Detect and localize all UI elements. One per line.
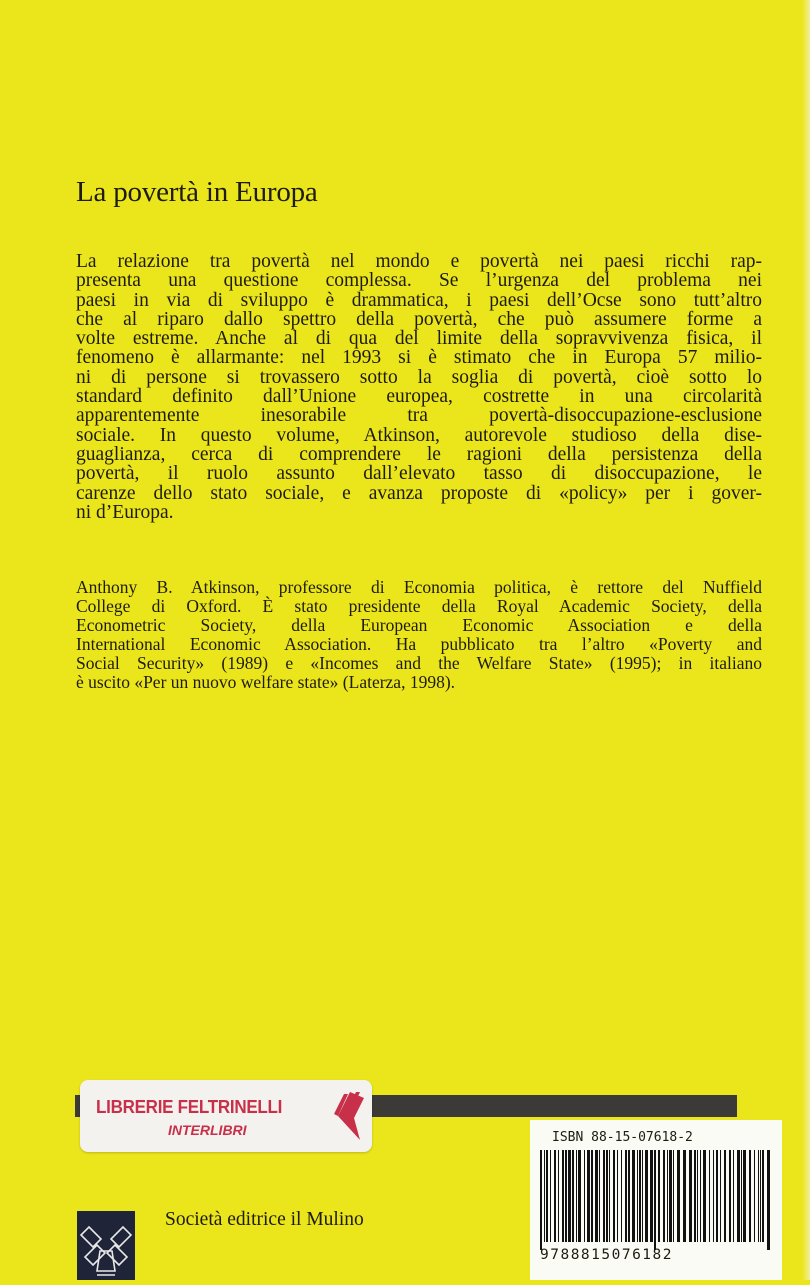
description-paragraph (76, 252, 762, 522)
barcode-bars (538, 1150, 774, 1250)
barcode-bar (650, 1150, 653, 1242)
text-line: fenomeno è allarmante: nel 1993 si è stimato che in Europa 57 milio- (76, 347, 762, 369)
barcode-bar (576, 1150, 577, 1242)
publisher-logo (77, 1211, 135, 1280)
barcode-bar (703, 1150, 706, 1242)
barcode-bar (642, 1150, 643, 1242)
barcode-bar (737, 1150, 740, 1242)
text-line: ni di persone si trovassero sotto la soglia di povertà, cioè sotto lo (76, 366, 762, 388)
barcode-bar (540, 1150, 542, 1250)
barcode-bar (673, 1150, 674, 1242)
book-title: La povertà in Europa (76, 176, 318, 208)
text-line: Anthony B. Atkinson, professore di Economia politica, è rettore del Nuffield (76, 577, 762, 597)
text-line: ni d’Europa. (76, 501, 174, 523)
sticker-subtitle: INTERLIBRI (168, 1122, 247, 1138)
barcode-bar (760, 1150, 761, 1242)
text-line: standard definito dall’Unione europea, costrette in una circolarità (76, 386, 762, 408)
barcode-bar (677, 1150, 680, 1242)
text-line: Social Security» (1989) e «Incomes and the Welfare State» (1995); in italiano (76, 653, 762, 673)
barcode-bar (572, 1150, 574, 1242)
barcode-bar (694, 1150, 696, 1242)
barcode-bar (658, 1150, 660, 1242)
barcode (530, 1120, 782, 1280)
text-line: sociale. In questo volume, Atkinson, autorevole studioso della dise- (76, 424, 762, 446)
barcode-bar (733, 1150, 734, 1242)
barcode-bar (697, 1150, 698, 1242)
barcode-bar (754, 1150, 755, 1242)
barcode-bar (689, 1150, 692, 1242)
page-edge (802, 0, 810, 1280)
barcode-bar (669, 1150, 672, 1242)
publisher-name: Società editrice il Mulino (165, 1209, 364, 1230)
ean-number: 9788815076182 (540, 1247, 673, 1263)
barcode-bar (554, 1150, 556, 1242)
isbn-number: ISBN 88-15-07618-2 (552, 1130, 693, 1145)
text-line: apparentemente inesorabile tra povertà-disoccupazione-esclusione (76, 405, 762, 427)
barcode-bar (613, 1150, 615, 1242)
barcode-bar (639, 1150, 641, 1242)
text-line: presenta una questione complessa. Se l’urgenza del problema nei (76, 270, 762, 292)
text-line: College di Oxford. È stato presidente della Royal Academic Society, della (76, 596, 762, 616)
barcode-bar (591, 1150, 593, 1242)
barcode-bar (663, 1150, 665, 1242)
barcode-bar (749, 1150, 751, 1242)
barcode-bar (544, 1150, 545, 1242)
barcode-bar (617, 1150, 618, 1242)
text-line: carenze dello stato sociale, e avanza proposte di «policy» per i gover- (76, 482, 762, 504)
barcode-bar (716, 1150, 718, 1242)
barcode-bar (565, 1150, 567, 1242)
barcode-bar (550, 1150, 551, 1242)
barcode-bar (758, 1150, 759, 1242)
text-line: povertà, il ruolo assunto dall’elevato tasso di disoccupazione, le (76, 463, 762, 485)
text-line: è uscito «Per un nuovo welfare state» (Laterza, 1998). (76, 672, 456, 692)
barcode-bar (599, 1150, 600, 1242)
barcode-bar (637, 1150, 638, 1242)
barcode-bar (762, 1150, 764, 1242)
barcode-bar (743, 1150, 746, 1242)
barcode-bar (713, 1150, 714, 1242)
barcode-bar (724, 1150, 726, 1242)
text-line: International Economic Association. Ha pubblicato tra l’altro «Poverty and (76, 634, 762, 654)
text-line: guaglianza, cerca di comprendere le ragioni della persistenza della (76, 443, 762, 465)
text-line: paesi in via di sviluppo è drammatica, i paesi dell’Ocse sono tutt’altro (76, 289, 762, 311)
barcode-bar (767, 1150, 770, 1250)
barcode-bar (625, 1150, 627, 1242)
barcode-bar (654, 1150, 656, 1250)
barcode-bar (729, 1150, 731, 1242)
barcode-bar (741, 1150, 742, 1242)
text-line: La relazione tra povertà nel mondo e povertà nei paesi ricchi rap- (76, 251, 762, 272)
barcode-bar (584, 1150, 585, 1242)
barcode-bar (606, 1150, 608, 1242)
barcode-bar (720, 1150, 721, 1242)
barcode-bar (628, 1150, 630, 1242)
barcode-bar (667, 1150, 668, 1242)
barcode-bar (546, 1150, 548, 1242)
barcode-bar (700, 1150, 701, 1242)
feltrinelli-logo-icon (330, 1090, 366, 1142)
barcode-bar (645, 1150, 648, 1242)
text-line: volte estreme. Anche al di qua del limite della sopravvivenza fisica, il (76, 328, 762, 350)
barcode-bar (595, 1150, 598, 1242)
barcode-bar (609, 1150, 610, 1242)
text-line: Econometric Society, della European Economic Association e della (76, 615, 762, 635)
barcode-bar (603, 1150, 605, 1242)
windmill-icon (77, 1211, 135, 1280)
sticker-store-name: LIBRERIE FELTRINELLI (96, 1096, 283, 1117)
barcode-bar (621, 1150, 622, 1242)
barcode-bar (683, 1150, 686, 1242)
barcode-bar (562, 1150, 564, 1242)
barcode-bar (587, 1150, 590, 1242)
barcode-bar (709, 1150, 710, 1242)
bookstore-sticker (80, 1080, 372, 1152)
barcode-bar (632, 1150, 635, 1242)
barcode-bar (558, 1150, 559, 1242)
author-bio (76, 578, 762, 692)
barcode-bar (578, 1150, 581, 1242)
barcode-bar (568, 1150, 571, 1242)
text-line: che al riparo dallo spettro della povertà, che può assumere forme a (76, 308, 762, 330)
